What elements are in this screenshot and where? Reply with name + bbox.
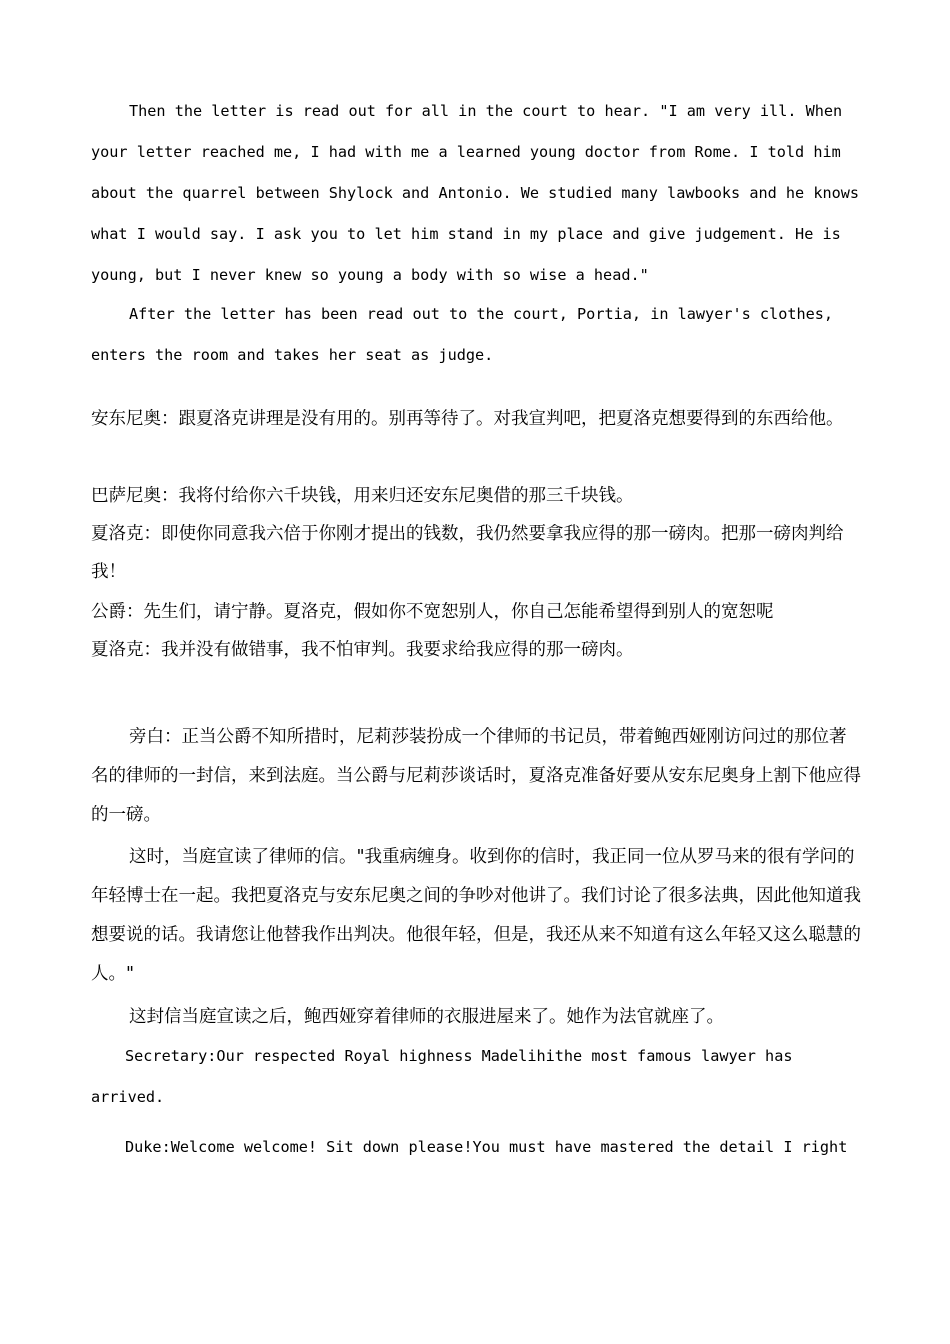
narration-portia-seated: 这封信当庭宣读之后，鲍西娅穿着律师的衣服进屋来了。她作为法官就座了。 <box>129 1007 724 1027</box>
english-paragraph-portia-enters: After the letter has been read out to the court, Portia, in lawyer's clothes, enters the room and takes her seat as judge. <box>91 305 834 364</box>
english-secretary-line: Secretary:Our respected Royal highness Madelihithe most famous lawyer has arrived. <box>91 1047 793 1106</box>
english-duke-line: Duke:Welcome welcome! Sit down please!You must have mastered the detail I right <box>125 1138 848 1156</box>
dialogue-shylock-1: 夏洛克：即使你同意我六倍于你刚才提出的钱数，我仍然要拿我应得的那一磅肉。把那一磅肉判给我！ <box>91 524 844 582</box>
english-paragraph-letter: Then the letter is read out for all in the court to hear. "I am very ill. When your letter reached me, I had with me a learned young doctor from Rome. I told him about the quarrel between Shylock and Antonio. We studied many lawbooks and he knows what I would say. I ask you to let him stand in my place and give judgement. He is young, but I never knew so young a body with so wise a head." <box>91 102 860 284</box>
dialogue-duke: 公爵：先生们，请宁静。夏洛克，假如你不宽恕别人，你自己怎能希望得到别人的宽恕呢 <box>91 602 774 622</box>
dialogue-antonio: 安东尼奥：跟夏洛克讲理是没有用的。别再等待了。对我宣判吧，把夏洛克想要得到的东西给他。 <box>91 409 844 429</box>
dialogue-bassanio: 巴萨尼奥：我将付给你六千块钱，用来归还安东尼奥借的那三千块钱。 <box>91 486 634 506</box>
narration-nerissa: 旁白：正当公爵不知所措时，尼莉莎装扮成一个律师的书记员，带着鲍西娅刚访问过的那位著名的律师的一封信，来到法庭。当公爵与尼莉莎谈话时，夏洛克准备好要从安东尼奥身上割下他应得的一磅。 <box>91 727 861 825</box>
dialogue-shylock-2: 夏洛克：我并没有做错事，我不怕审判。我要求给我应得的那一磅肉。 <box>91 640 634 660</box>
narration-letter-read: 这时，当庭宣读了律师的信。"我重病缠身。收到你的信时，我正同一位从罗马来的很有学问的年轻博士在一起。我把夏洛克与安东尼奥之间的争吵对他讲了。我们讨论了很多法典，因此他知道我想要说的话。我请您让他替我作出判决。他很年轻，但是，我还从来不知道有这么年轻又这么聪慧的人。" <box>91 847 861 984</box>
